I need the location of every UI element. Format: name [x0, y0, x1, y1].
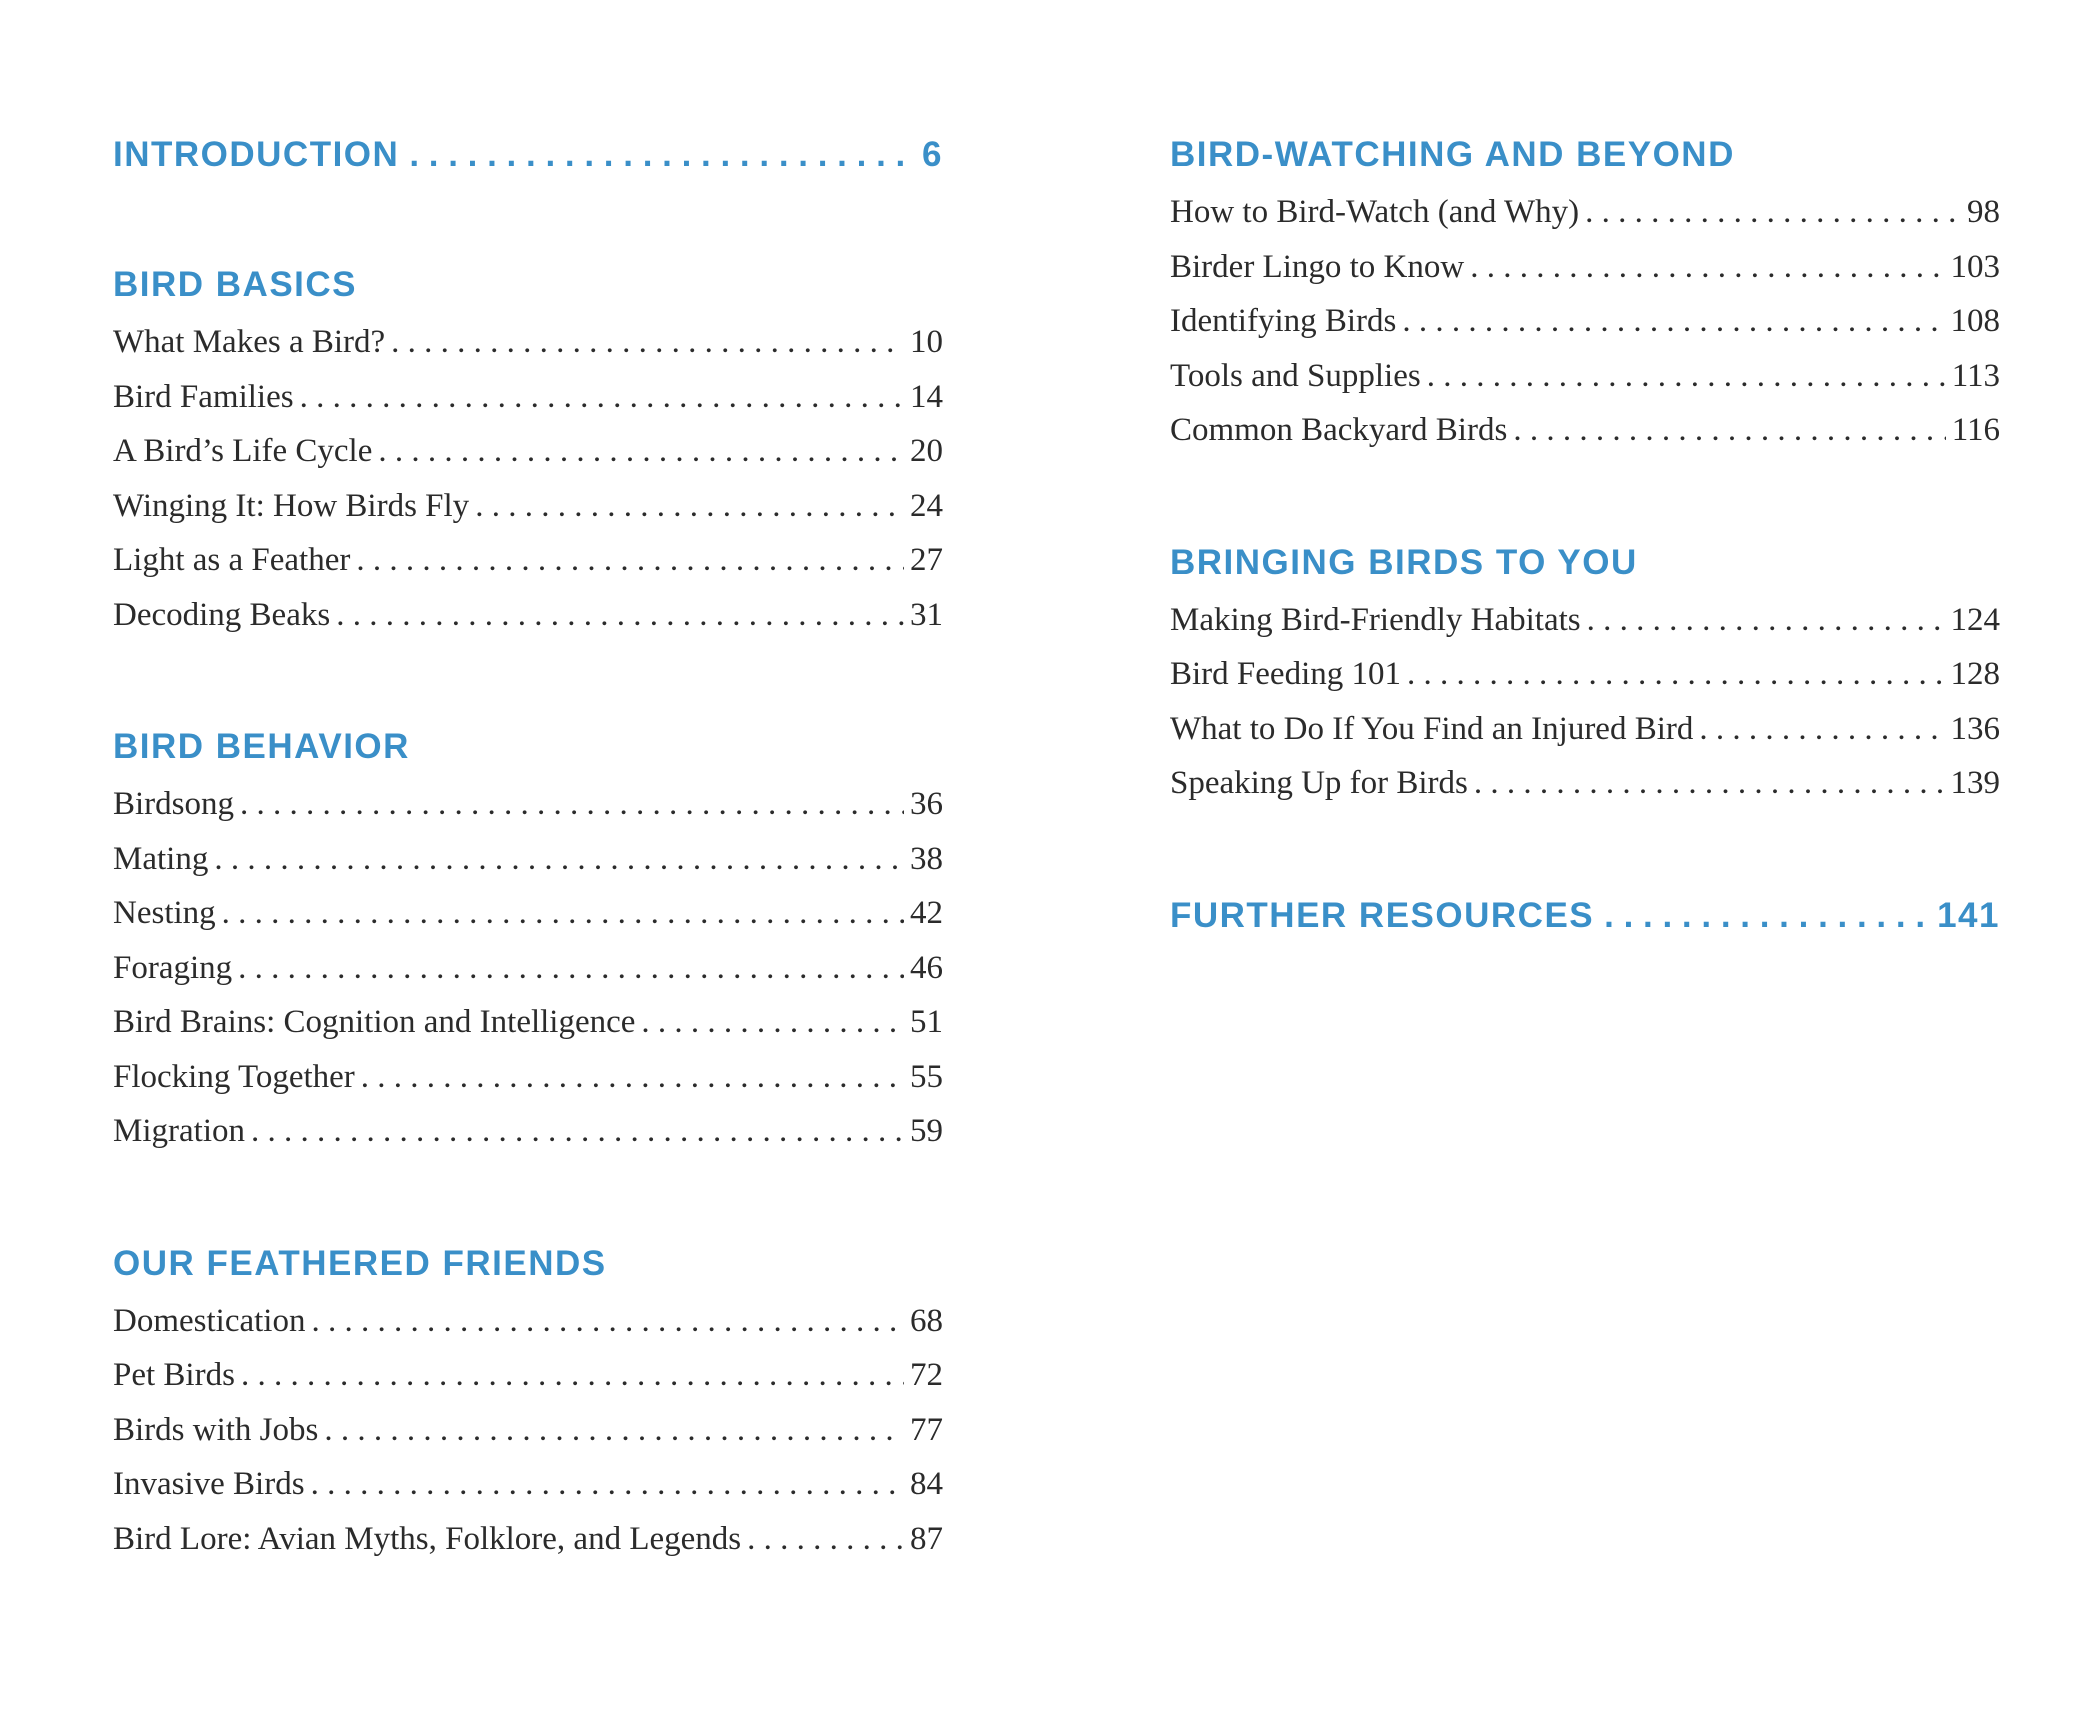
toc-entry[interactable] [113, 1403, 943, 1458]
dot-leader [1402, 294, 1944, 349]
entry-page-number: 14 [910, 378, 943, 415]
toc-entry[interactable] [113, 886, 943, 941]
entry-label: Bird Lore: Avian Myths, Folklore, and Legends [113, 1520, 742, 1557]
dot-leader [240, 777, 904, 832]
entry-page-number: 51 [910, 1004, 943, 1040]
entry-label: What to Do If You Find an Injured Bird [1170, 710, 1694, 747]
entry-page-number: 136 [1950, 710, 2000, 747]
toc-entry[interactable] [1170, 185, 2000, 240]
dot-leader [214, 832, 904, 887]
toc-entry[interactable] [113, 370, 943, 425]
dot-leader [475, 479, 904, 534]
section-entries [1170, 593, 2000, 811]
toc-further-resources[interactable] [1170, 891, 2000, 941]
dot-leader [222, 886, 904, 941]
toc-section-bird-basics [113, 260, 943, 642]
entry-page-number: 55 [910, 1058, 943, 1095]
entry-page-number: 98 [1967, 194, 2000, 230]
entry-label: Making Bird-Friendly Habitats [1170, 601, 1581, 638]
entry-page-number: 46 [910, 949, 943, 986]
dot-leader [1604, 891, 1927, 941]
entry-page-number: 42 [910, 895, 943, 931]
entry-page-number: 77 [910, 1411, 943, 1448]
toc-entry[interactable] [113, 832, 943, 887]
toc-section-our-feathered-friends [113, 1239, 943, 1567]
dot-leader [1587, 593, 1945, 648]
toc-left-column [113, 130, 943, 1646]
entry-page-number: 128 [1950, 656, 2000, 692]
dot-leader [311, 1294, 904, 1349]
toc-section-bringing-birds-to-you [1170, 538, 2000, 811]
toc-entry[interactable] [113, 588, 943, 643]
further-resources-heading-row[interactable] [1170, 891, 2000, 941]
entry-label: Bird Feeding 101 [1170, 656, 1401, 692]
entry-page-number: 59 [910, 1113, 943, 1149]
entry-label: Identifying Birds [1170, 303, 1397, 339]
entry-label: Speaking Up for Birds [1170, 765, 1468, 801]
entry-page-number: 87 [910, 1520, 943, 1557]
dot-leader [1407, 647, 1945, 702]
entry-label: Bird Families [113, 378, 294, 415]
entry-label: Pet Birds [113, 1357, 235, 1393]
section-entries [113, 1294, 943, 1567]
entry-label: Winging It: How Birds Fly [113, 487, 470, 524]
section-entries [113, 315, 943, 642]
further-resources-page-number: 141 [1937, 895, 2000, 935]
entry-label: How to Bird-Watch (and Why) [1170, 194, 1580, 230]
entry-page-number: 113 [1951, 357, 2000, 394]
entry-page-number: 103 [1950, 248, 2000, 285]
entry-page-number: 84 [910, 1466, 943, 1502]
entry-label: Migration [113, 1113, 245, 1149]
dot-leader [1513, 403, 1945, 458]
toc-entry[interactable] [113, 315, 943, 370]
dot-leader [1474, 756, 1945, 811]
toc-entry[interactable] [113, 1512, 943, 1567]
entry-label: Mating [113, 840, 209, 877]
entry-label: Tools and Supplies [1170, 357, 1421, 394]
section-heading: BIRD BASICS [113, 265, 358, 304]
dot-leader [409, 130, 912, 180]
toc-entry[interactable] [113, 479, 943, 534]
toc-entry[interactable] [1170, 403, 2000, 458]
section-heading: BIRD BEHAVIOR [113, 727, 410, 766]
entry-label: Domestication [113, 1302, 306, 1339]
introduction-heading-row[interactable] [113, 130, 943, 180]
dot-leader [238, 941, 904, 996]
entry-page-number: 116 [1951, 412, 2000, 448]
entry-label: Birds with Jobs [113, 1411, 319, 1448]
entry-label: Flocking Together [113, 1058, 355, 1095]
toc-introduction[interactable] [113, 130, 943, 180]
entry-page-number: 38 [910, 840, 943, 877]
toc-section-bird-behavior [113, 722, 943, 1159]
further-resources-title: FURTHER RESOURCES [1170, 895, 1595, 935]
dot-leader [311, 1457, 904, 1512]
entry-page-number: 31 [910, 596, 943, 633]
section-heading: BIRD-WATCHING AND BEYOND [1170, 135, 1735, 174]
toc-right-column [1170, 130, 2000, 1021]
entry-page-number: 68 [910, 1302, 943, 1339]
entry-page-number: 20 [910, 433, 943, 469]
toc-entry[interactable] [1170, 593, 2000, 648]
dot-leader [391, 315, 904, 370]
dot-leader [378, 424, 904, 479]
entry-page-number: 139 [1950, 765, 2000, 801]
entry-label: A Bird’s Life Cycle [113, 433, 373, 469]
toc-entry[interactable] [1170, 349, 2000, 404]
dot-leader [251, 1104, 904, 1159]
entry-page-number: 10 [910, 324, 943, 360]
section-heading: BRINGING BIRDS TO YOU [1170, 542, 1638, 582]
toc-entry[interactable] [113, 1348, 943, 1403]
toc-section-bird-watching-and-beyond [1170, 130, 2000, 458]
toc-entry[interactable] [113, 1294, 943, 1349]
entry-label: What Makes a Bird? [113, 324, 386, 360]
dot-leader [336, 588, 904, 643]
toc-entry[interactable] [1170, 702, 2000, 757]
introduction-title: INTRODUCTION [113, 135, 400, 174]
toc-entry[interactable] [1170, 294, 2000, 349]
entry-label: Nesting [113, 895, 216, 931]
dot-leader [1470, 240, 1944, 295]
entry-label: Bird Brains: Cognition and Intelligence [113, 1004, 636, 1040]
dot-leader [1585, 185, 1961, 240]
dot-leader [1699, 702, 1944, 757]
entry-page-number: 108 [1950, 303, 2000, 339]
dot-leader [1427, 349, 1946, 404]
toc-entry[interactable] [1170, 647, 2000, 702]
toc-entry[interactable] [113, 424, 943, 479]
dot-leader [324, 1403, 904, 1458]
section-entries [1170, 185, 2000, 458]
toc-entry[interactable] [113, 1104, 943, 1159]
entry-page-number: 36 [910, 786, 943, 822]
section-heading: OUR FEATHERED FRIENDS [113, 1243, 607, 1283]
dot-leader [747, 1512, 904, 1567]
toc-entry[interactable] [113, 533, 943, 588]
section-entries [113, 777, 943, 1159]
toc-entry[interactable] [113, 777, 943, 832]
toc-entry[interactable] [113, 1050, 943, 1105]
entry-page-number: 24 [910, 487, 943, 524]
entry-label: Light as a Feather [113, 542, 351, 578]
entry-label: Birdsong [113, 786, 235, 822]
toc-entry[interactable] [113, 995, 943, 1050]
entry-label: Invasive Birds [113, 1466, 305, 1502]
dot-leader [356, 533, 904, 588]
dot-leader [641, 995, 904, 1050]
dot-leader [361, 1050, 904, 1105]
entry-label: Birder Lingo to Know [1170, 248, 1465, 285]
entry-label: Foraging [113, 949, 233, 986]
entry-page-number: 72 [910, 1357, 943, 1393]
toc-entry[interactable] [1170, 756, 2000, 811]
dot-leader [300, 370, 904, 425]
toc-entry[interactable] [1170, 240, 2000, 295]
entry-page-number: 27 [910, 542, 943, 578]
entry-page-number: 124 [1950, 601, 2000, 638]
toc-entry[interactable] [113, 941, 943, 996]
entry-label: Decoding Beaks [113, 596, 331, 633]
dot-leader [241, 1348, 904, 1403]
introduction-page-number: 6 [922, 135, 943, 174]
entry-label: Common Backyard Birds [1170, 412, 1508, 448]
toc-entry[interactable] [113, 1457, 943, 1512]
